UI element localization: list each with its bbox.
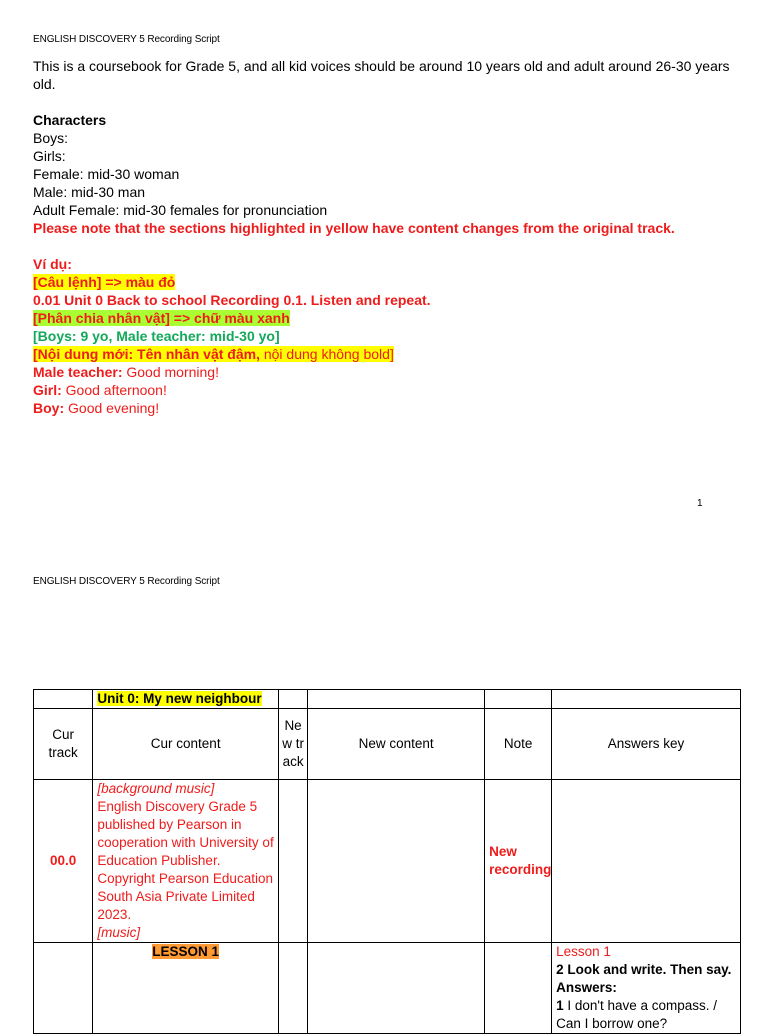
table-cell — [279, 780, 308, 943]
table-cell — [93, 690, 279, 709]
dialogue-text: Good morning! — [122, 364, 219, 380]
header-new-track: New track — [279, 709, 308, 780]
answer-lesson: Lesson 1 — [556, 944, 611, 959]
example-roles: [Boys: 9 yo, Male teacher: mid-30 yo] — [33, 328, 280, 344]
table-cell — [308, 943, 485, 1034]
example-new-content-rest: nội dung không bold] — [263, 346, 394, 362]
intro-paragraph: This is a coursebook for Grade 5, and all kid voices should be around 10 years old and adult around 26-30 years old. — [33, 58, 730, 92]
highlight-note: Please note that the sections highlighted in yellow have content changes from the original track. — [33, 220, 675, 236]
content-text: English Discovery Grade 5 published by Pearson in cooperation with University of Education Publisher. Copyright Pearson Education South Asia Private Limited 2023. — [97, 799, 274, 922]
table-cell — [34, 690, 93, 709]
character-male: Male: mid-30 man — [33, 184, 146, 200]
answer-text: I don't have a compass. / Can I borrow one? — [556, 998, 718, 1031]
header-cur-content: Cur content — [93, 709, 279, 780]
page1-body — [33, 57, 733, 417]
character-boys: Boys: — [33, 130, 69, 146]
header-new-content: New content — [308, 709, 485, 780]
example-title: Ví dụ: — [33, 256, 72, 272]
table-cell — [485, 690, 552, 709]
page-number: 1 — [697, 498, 703, 509]
dialogue-text: Good afternoon! — [61, 382, 167, 398]
dialogue-line — [33, 363, 733, 381]
example-new-content-bold: [Nội dung mới: Tên nhân vật đậm, — [33, 346, 264, 362]
table-cell — [279, 943, 308, 1034]
dialogue-speaker: Girl: — [33, 382, 62, 398]
lesson-label: LESSON 1 — [152, 944, 220, 959]
dialogue-speaker: Male teacher: — [33, 364, 123, 380]
recording-script-table — [33, 689, 741, 1034]
table-row — [34, 780, 741, 943]
dialogue-text: Good evening! — [64, 400, 160, 416]
table-cell — [34, 943, 93, 1034]
answer-label: Answers: — [556, 980, 617, 995]
dialogue-line — [33, 381, 733, 399]
character-female: Female: mid-30 woman — [33, 166, 180, 182]
unit-title: Unit 0: My new neighbour — [97, 691, 262, 706]
answer-number: 1 — [556, 998, 564, 1013]
table-cell — [279, 690, 308, 709]
character-girls: Girls: — [33, 148, 66, 164]
note-cell: New recording — [485, 780, 552, 943]
page-header: ENGLISH DISCOVERY 5 Recording Script — [33, 576, 220, 587]
table-cell — [308, 780, 485, 943]
content-cue: [background music] — [97, 781, 215, 796]
table-row — [34, 943, 741, 1034]
character-adult-female: Adult Female: mid-30 females for pronunciation — [33, 202, 328, 218]
answer-item — [556, 997, 736, 1033]
example-role-split: [Phân chia nhân vật] => chữ màu xanh — [33, 310, 290, 326]
table-row — [34, 690, 741, 709]
dialogue-speaker: Boy: — [33, 400, 65, 416]
page-divider — [0, 545, 768, 546]
lesson-cell — [93, 943, 279, 1034]
table-cell — [308, 690, 485, 709]
example-track: 0.01 Unit 0 Back to school Recording 0.1. Listen and repeat. — [33, 292, 431, 308]
page-header: ENGLISH DISCOVERY 5 Recording Script — [33, 34, 220, 45]
table-header-row — [34, 709, 741, 780]
characters-title: Characters — [33, 112, 107, 128]
table-cell — [552, 780, 741, 943]
table-cell — [485, 943, 552, 1034]
example-command: [Câu lệnh] => màu đỏ — [33, 274, 176, 290]
cur-content-cell — [93, 780, 279, 943]
dialogue-line — [33, 399, 733, 417]
content-cue: [music] — [97, 925, 141, 940]
table-cell — [552, 690, 741, 709]
header-answers-key: Answers key — [552, 709, 741, 780]
answers-cell — [552, 943, 741, 1034]
cur-track-cell: 00.0 — [34, 780, 93, 943]
header-cur-track: Cur track — [34, 709, 93, 780]
answer-task: 2 Look and write. Then say. — [556, 962, 732, 977]
header-note: Note — [485, 709, 552, 780]
